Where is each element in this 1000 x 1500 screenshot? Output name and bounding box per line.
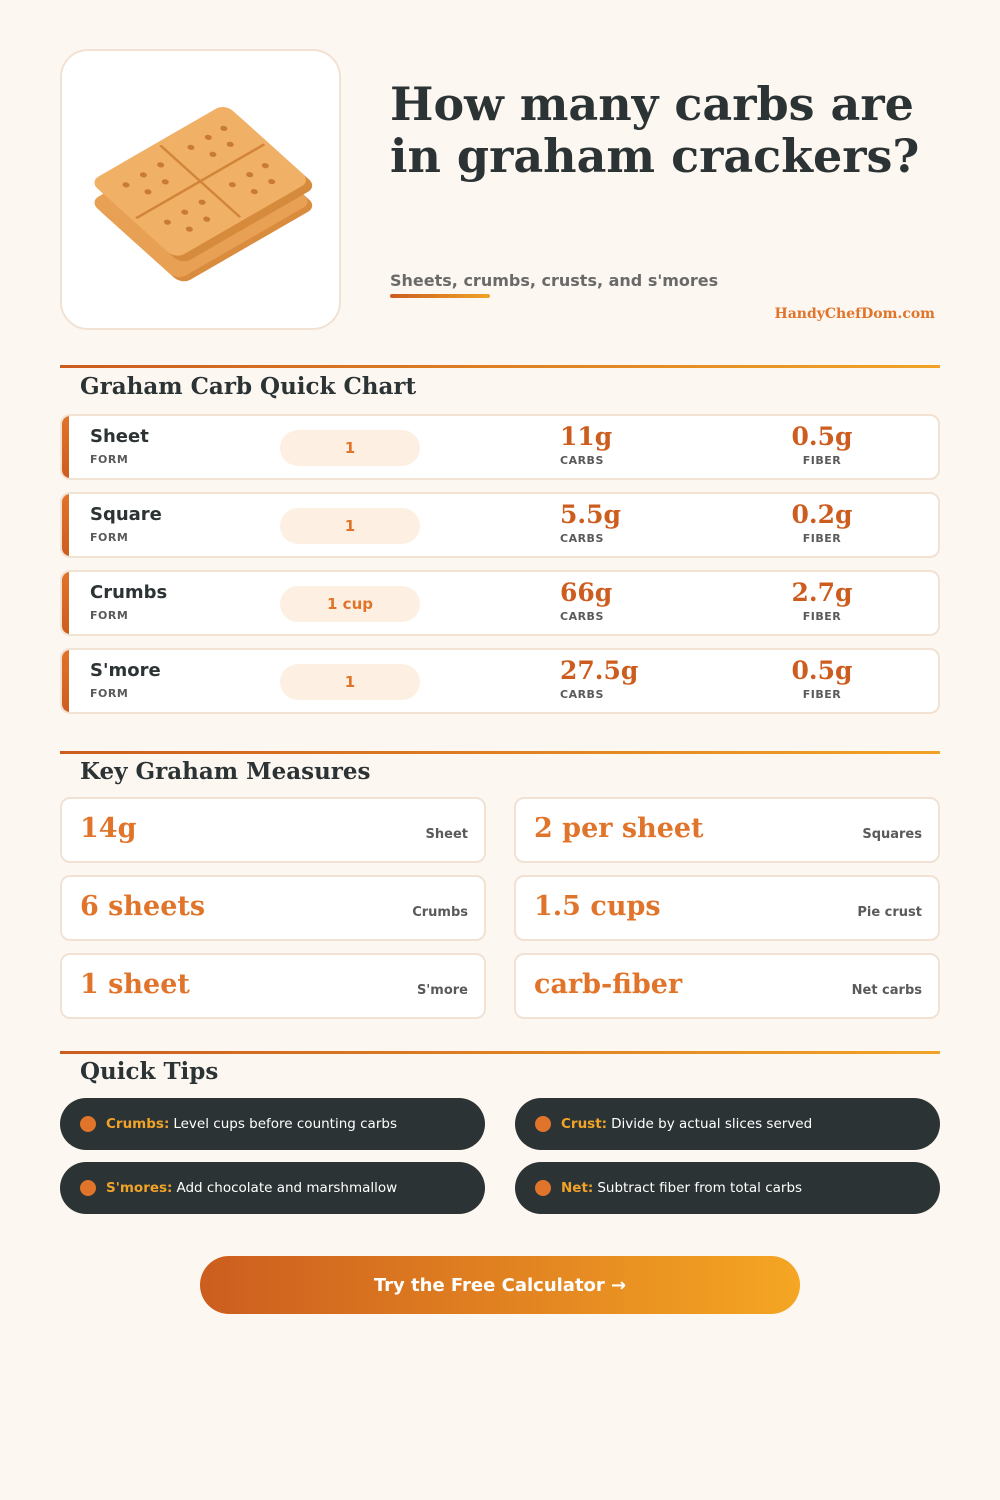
measure-card bbox=[60, 875, 486, 941]
tip-text: Divide by actual slices served bbox=[611, 1116, 813, 1132]
serving-pill: 1 bbox=[280, 430, 420, 466]
form-name: Sheet bbox=[90, 426, 149, 447]
measure-card bbox=[60, 797, 486, 863]
tip-pill bbox=[515, 1098, 940, 1150]
measure-label: Sheet bbox=[425, 827, 468, 842]
form-label: FORM bbox=[90, 531, 129, 544]
bullet-dot-icon bbox=[80, 1116, 96, 1132]
page-title: How many carbs are in graham crackers? bbox=[390, 77, 920, 183]
tip-key: S'mores: bbox=[106, 1180, 173, 1196]
measure-value: 2 per sheet bbox=[534, 813, 704, 844]
tip-text: Add chocolate and marshmallow bbox=[176, 1180, 398, 1196]
chart-row bbox=[60, 414, 940, 480]
tip-key: Crumbs: bbox=[106, 1116, 170, 1132]
section-divider bbox=[60, 365, 940, 368]
subtitle-underline bbox=[390, 294, 490, 298]
measure-card bbox=[514, 797, 940, 863]
serving-pill: 1 cup bbox=[280, 586, 420, 622]
measure-label: Net carbs bbox=[851, 983, 922, 998]
form-name: Square bbox=[90, 504, 162, 525]
form-name: S'more bbox=[90, 660, 161, 681]
measure-value: 6 sheets bbox=[80, 891, 206, 922]
form-label: FORM bbox=[90, 453, 129, 466]
fiber-label: FIBER bbox=[802, 454, 842, 467]
chart-row bbox=[60, 492, 940, 558]
tip-text: Subtract fiber from total carbs bbox=[597, 1180, 803, 1196]
measure-card bbox=[60, 953, 486, 1019]
graham-cracker-image bbox=[81, 90, 321, 290]
hero-image-card bbox=[60, 49, 341, 330]
row-accent-bar bbox=[62, 416, 69, 478]
carbs-value: 27.5g bbox=[560, 656, 639, 685]
tip-pill bbox=[60, 1098, 485, 1150]
section-divider bbox=[60, 1051, 940, 1054]
tip-key: Net: bbox=[561, 1180, 594, 1196]
tips-section-title: Quick Tips bbox=[80, 1058, 219, 1085]
measure-value: carb-fiber bbox=[534, 969, 683, 1000]
carbs-value: 5.5g bbox=[560, 500, 621, 529]
tip-pill bbox=[515, 1162, 940, 1214]
serving-pill: 1 bbox=[280, 664, 420, 700]
bullet-dot-icon bbox=[80, 1180, 96, 1196]
measure-value: 1.5 cups bbox=[534, 891, 661, 922]
chart-row bbox=[60, 570, 940, 636]
fiber-label: FIBER bbox=[802, 610, 842, 623]
measure-card bbox=[514, 953, 940, 1019]
carbs-label: CARBS bbox=[560, 454, 604, 467]
bullet-dot-icon bbox=[535, 1180, 551, 1196]
form-name: Crumbs bbox=[90, 582, 168, 603]
measure-label: Squares bbox=[862, 827, 922, 842]
fiber-label: FIBER bbox=[802, 688, 842, 701]
measure-label: Pie crust bbox=[857, 905, 922, 920]
form-label: FORM bbox=[90, 609, 129, 622]
measure-value: 14g bbox=[80, 813, 137, 844]
measure-label: Crumbs bbox=[412, 905, 468, 920]
bullet-dot-icon bbox=[535, 1116, 551, 1132]
fiber-label: FIBER bbox=[802, 532, 842, 545]
carbs-label: CARBS bbox=[560, 688, 604, 701]
row-accent-bar bbox=[62, 572, 69, 634]
chart-section-title: Graham Carb Quick Chart bbox=[80, 373, 417, 400]
serving-pill: 1 bbox=[280, 508, 420, 544]
carbs-value: 11g bbox=[560, 422, 613, 451]
section-divider bbox=[60, 751, 940, 754]
row-accent-bar bbox=[62, 650, 69, 712]
tip-key: Crust: bbox=[561, 1116, 608, 1132]
measures-section-title: Key Graham Measures bbox=[80, 758, 371, 785]
fiber-value: 0.5g bbox=[791, 656, 853, 685]
measure-value: 1 sheet bbox=[80, 969, 190, 1000]
tip-pill bbox=[60, 1162, 485, 1214]
page-subtitle: Sheets, crumbs, crusts, and s'mores bbox=[390, 271, 719, 290]
carbs-label: CARBS bbox=[560, 610, 604, 623]
measure-label: S'more bbox=[416, 983, 468, 998]
tip-text: Level cups before counting carbs bbox=[173, 1116, 397, 1132]
measure-card bbox=[514, 875, 940, 941]
fiber-value: 0.5g bbox=[791, 422, 853, 451]
site-name: HandyChefDom.com bbox=[774, 306, 935, 322]
fiber-value: 0.2g bbox=[791, 500, 853, 529]
calculator-cta-button[interactable]: Try the Free Calculator → bbox=[200, 1256, 800, 1314]
carbs-label: CARBS bbox=[560, 532, 604, 545]
form-label: FORM bbox=[90, 687, 129, 700]
row-accent-bar bbox=[62, 494, 69, 556]
chart-row bbox=[60, 648, 940, 714]
carbs-value: 66g bbox=[560, 578, 613, 607]
fiber-value: 2.7g bbox=[791, 578, 853, 607]
